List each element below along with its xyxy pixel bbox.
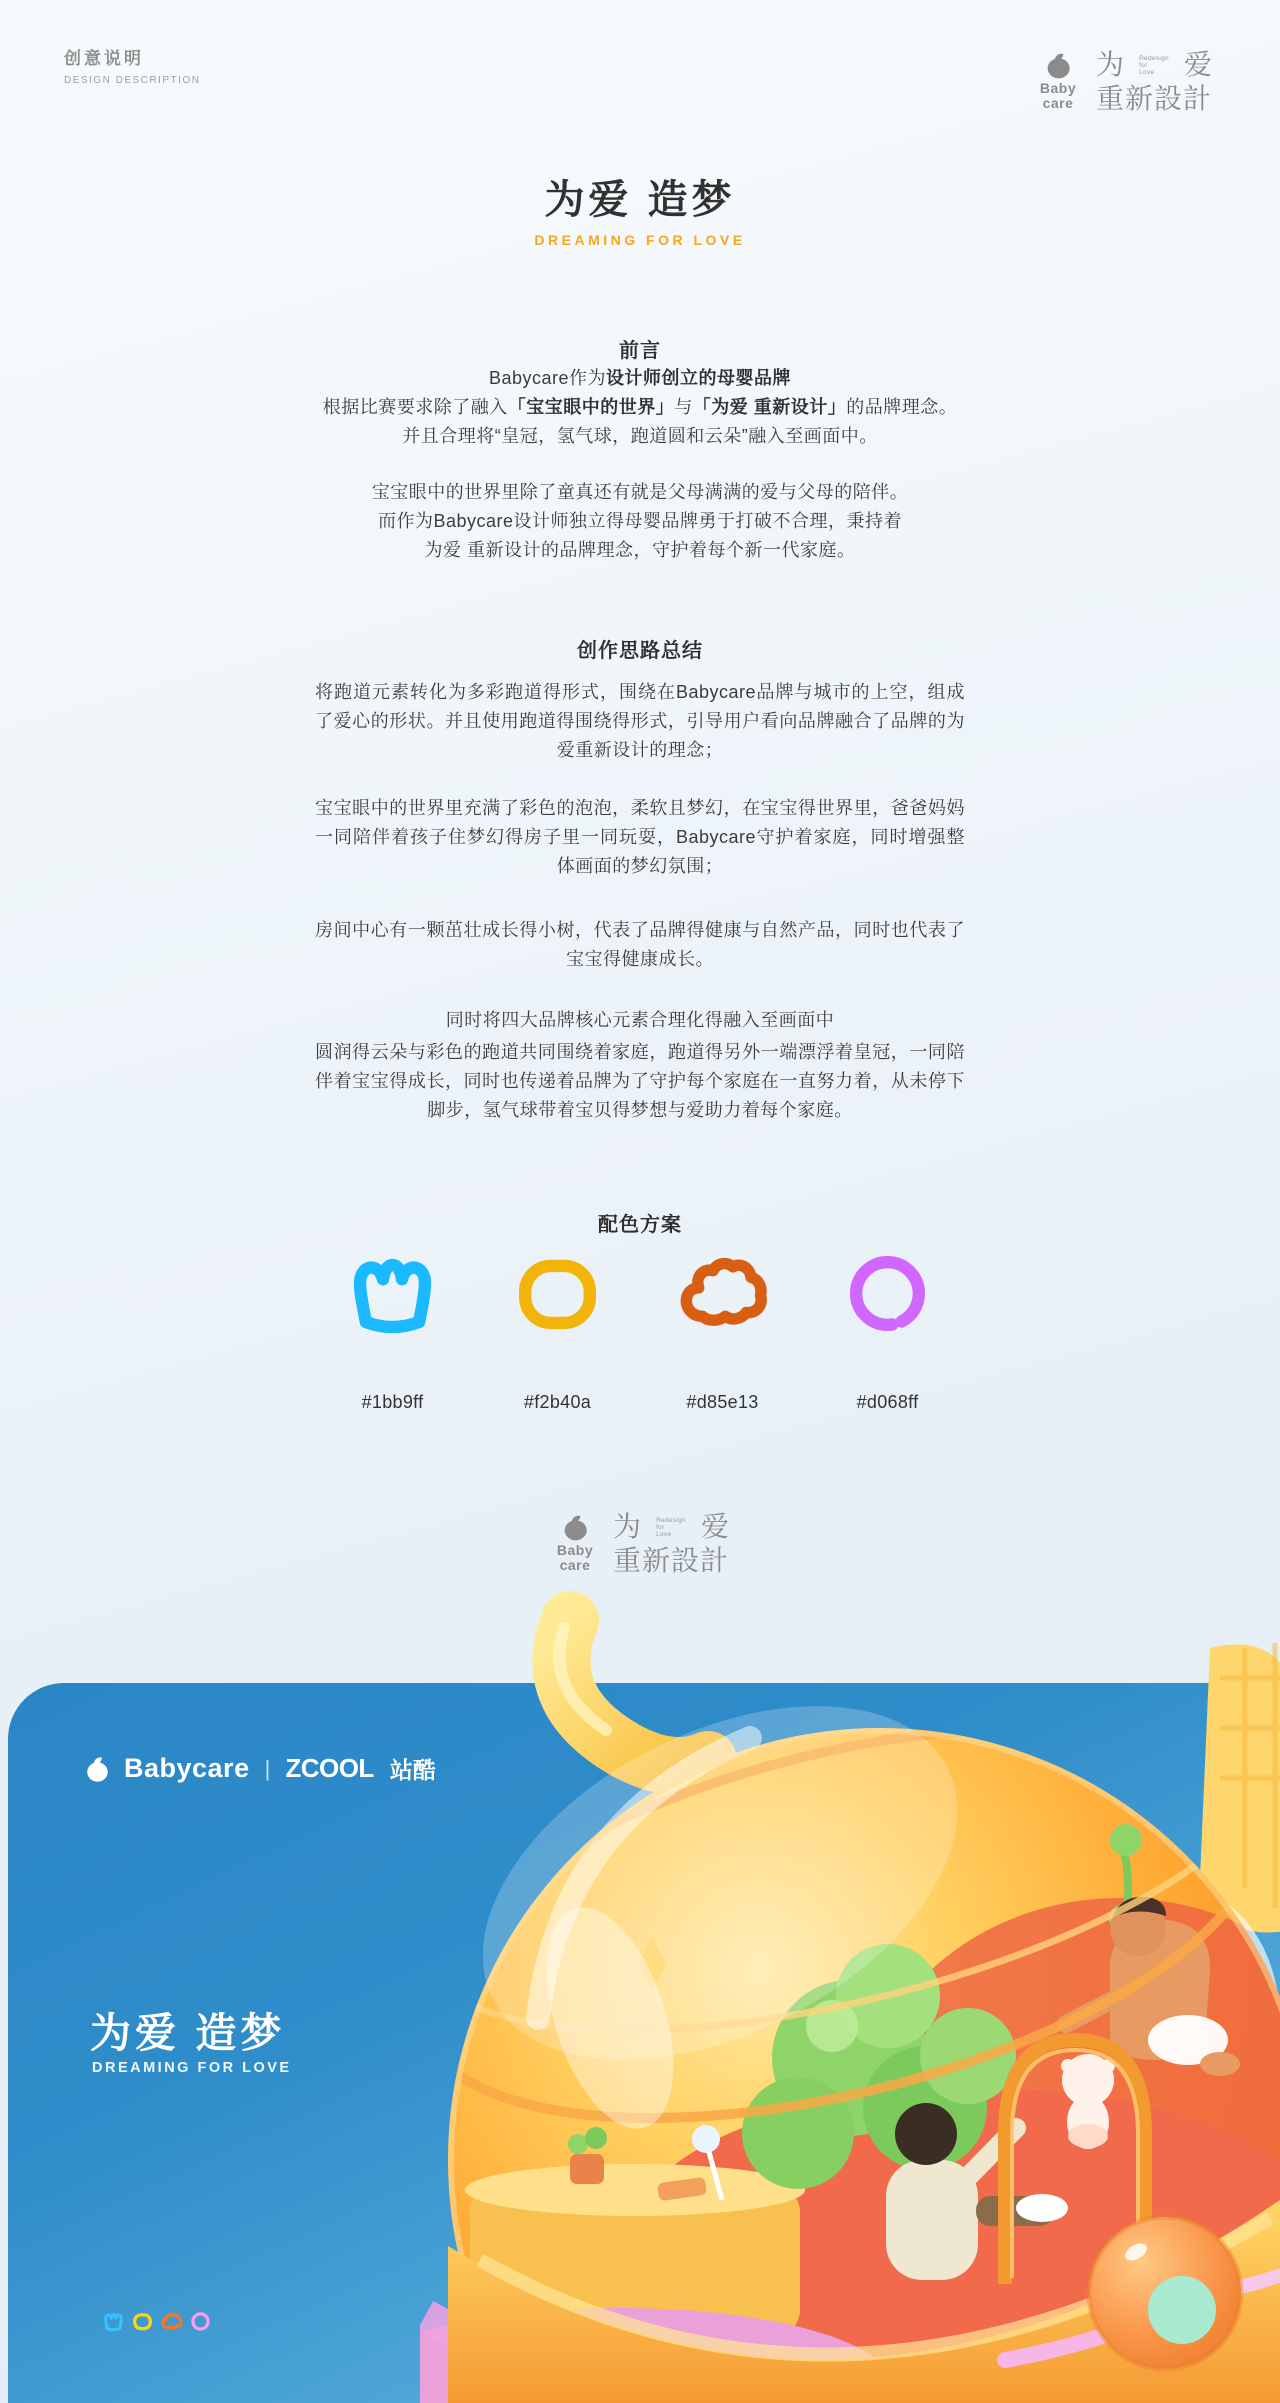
swatch-hex-label: #d85e13 — [686, 1392, 759, 1412]
redesign-en-label: Redesign for Love — [1139, 55, 1169, 76]
header-subtitle: DESIGN DESCRIPTION — [64, 75, 201, 86]
foreword-line: 为爱 重新设计的品牌理念，守护着每个新一代家庭。 — [424, 540, 856, 560]
babycare-wordmark-line2: care — [1042, 95, 1074, 111]
squircle-icon — [131, 2310, 154, 2333]
squircle-icon — [510, 1246, 605, 1341]
foreword-heading: 前言 — [619, 340, 661, 362]
summary-paragraph: 将跑道元素转化为多彩跑道得形式，围绕在Babycare品牌与城市的上空，组成了爱心的形状。并且使用跑道得围绕得形式，引导用户看向品牌融合了品牌的为爱重新设计的理念； — [315, 682, 965, 760]
palette-row — [345, 1246, 935, 1413]
babycare-redesign-logo — [1034, 50, 1212, 114]
palette-swatch-cloud — [675, 1246, 770, 1413]
header-title: 创意说明 — [64, 49, 144, 68]
brand-divider: | — [264, 1755, 271, 1781]
ring-icon — [840, 1246, 935, 1341]
swatch-hex-label: #d068ff — [856, 1392, 919, 1412]
babycare-lemon-icon — [1040, 50, 1076, 80]
babycare-wordmark-line1: Baby — [1039, 80, 1077, 96]
swatch-hex-label: #f2b40a — [523, 1392, 592, 1412]
foreword-line: Babycare作为设计师创立的母婴品牌 — [488, 368, 792, 388]
zcool-cn-wordmark: 站酷 — [389, 1757, 436, 1783]
foreword-line: 并且合理将“皇冠，氢气球，跑道圆和云朵”融入至画面中。 — [402, 426, 878, 446]
redesign-cn-wei: 为 — [1096, 49, 1125, 80]
foreword-line: 宝宝眼中的世界里除了童真还有就是父母满满的爱与父母的陪伴。 — [371, 482, 909, 502]
redesign-wordmark — [1096, 50, 1212, 114]
crown-icon — [102, 2310, 125, 2333]
babycare-wordmark: Babycare — [124, 1753, 250, 1783]
palette-swatch-crown — [345, 1246, 440, 1413]
palette-swatch-ring — [840, 1246, 935, 1413]
cloud-icon — [675, 1246, 770, 1341]
summary-paragraph: 房间中心有一颗茁壮成长得小树，代表了品牌得健康与自然产品，同时也代表了宝宝得健康成长。 — [315, 920, 965, 969]
crown-icon — [345, 1246, 440, 1341]
page-subtitle: DREAMING FOR LOVE — [534, 232, 746, 248]
palette-swatch-squircle — [510, 1246, 605, 1413]
summary-heading: 创作思路总结 — [577, 640, 703, 662]
ring-icon — [189, 2310, 212, 2333]
page-header — [64, 44, 200, 86]
foreword-line: 根据比赛要求除了融入「宝宝眼中的世界」与「为爱 重新设计」的品牌理念。 — [322, 397, 958, 417]
summary-paragraph: 圆润得云朵与彩色的跑道共同围绕着家庭，跑道得另外一端漂浮着皇冠，一同陪伴着宝宝得成长，同时也传递着品牌为了守护每个家庭在一直努力着，从未停下脚步，氢气球带着宝贝得梦想与爱助力着每个家庭。 — [315, 1042, 965, 1120]
babycare-lemon-icon — [84, 1754, 111, 1784]
redesign-cn-ai: 爱 — [1183, 49, 1212, 80]
poster-subtitle: DREAMING FOR LOVE — [92, 2060, 292, 2076]
poster-title: 为爱 造梦 — [90, 2010, 286, 2056]
summary-paragraph: 宝宝眼中的世界里充满了彩色的泡泡，柔软且梦幻，在宝宝得世界里，爸爸妈妈一同陪伴着孩子住梦幻得房子里一同玩耍，Babycare守护着家庭，同时增强整体画面的梦幻氛围； — [315, 798, 965, 876]
redesign-wordmark: 为 Redesign for Love 爱 重新設計 — [613, 1511, 730, 1576]
swatch-hex-label: #1bb9ff — [361, 1392, 424, 1412]
cloud-icon — [160, 2310, 183, 2333]
poster-brand-row — [84, 1752, 436, 1785]
brand-element-icons — [102, 2310, 212, 2333]
babycare-redesign-logo: Baby care 为 Redesign for Love 爱 重新設計 — [556, 1511, 730, 1576]
page-title: 为爱 造梦 — [544, 178, 736, 222]
palette-heading: 配色方案 — [598, 1214, 682, 1236]
summary-paragraph: 同时将四大品牌核心元素合理化得融入至画面中 — [445, 1010, 835, 1030]
redesign-cn-line2: 重新設計 — [1096, 83, 1213, 114]
foreword-line: 而作为Babycare设计师独立得母婴品牌勇于打破不合理，秉持着 — [377, 511, 903, 531]
babycare-lemon-icon — [557, 1512, 593, 1542]
zcool-wordmark: ZCOOL — [285, 1753, 374, 1783]
